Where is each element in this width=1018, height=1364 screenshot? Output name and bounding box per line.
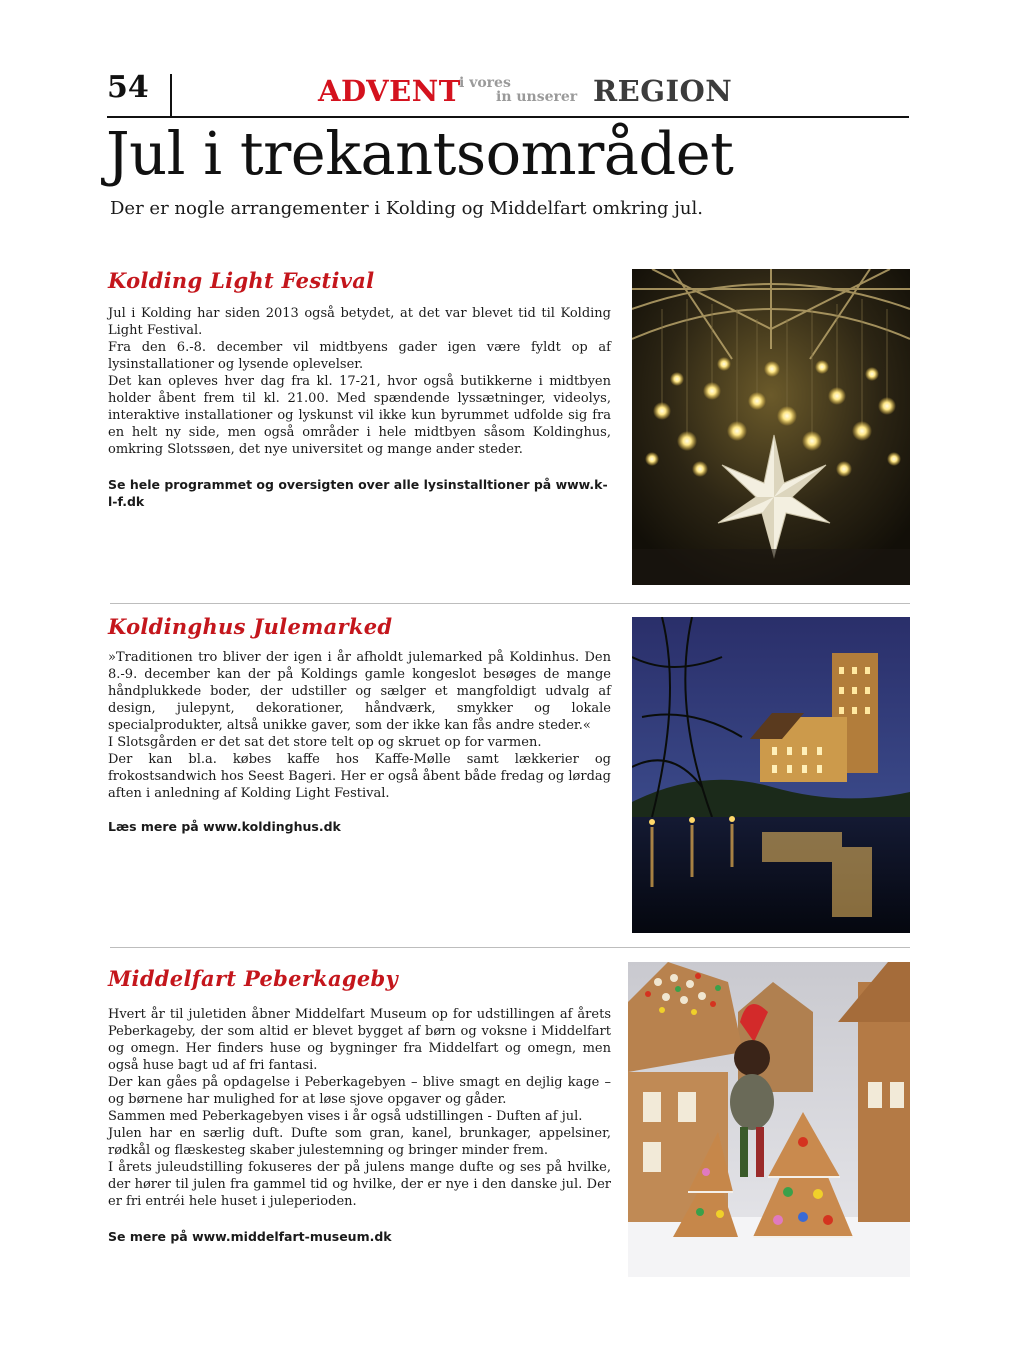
section-title-koldinghus-julemarked: Koldinghus Julemarked — [108, 614, 393, 639]
section-divider — [110, 603, 910, 604]
paragraph: Julen har en særlig duft. Dufte som gran, kanel, brunkager, appelsiner, rødkål og flæskesteg skaber julestemning og bringer minder frem. — [108, 1126, 611, 1158]
paragraph: Der kan gåes på opdagelse i Peberkagebyen – blive smagt en dejlig kage – og børnene har mulighed for at løse sjove opgaver og gåder. — [108, 1075, 611, 1107]
page-title: Jul i trekantsområdet — [106, 119, 734, 188]
header-divider — [170, 74, 172, 116]
paragraph: Hvert år til juletiden åbner Middelfart Museum op for udstillingen af årets Peberkageby, der som altid er blevet bygget af børn og voksne i Middelfart og omegn. Her finders huse og bygninger fra Middelfart og omegn, men også huse bagt ud af fri fantasi. — [108, 1007, 611, 1073]
paragraph: »Traditionen tro bliver der igen i år afholdt julemarked på Koldinhus. Den 8.-9. december kan der på Koldings gamle kongeslot besøges de mange håndplukkede boder, der udstiller og sælger et mangfoldigt udvalg af design, julepynt, dekorationer, håndværk, smykker og lokale specialprodukter, altså unikke gaver, som der ikke kan fås andre steder.« — [108, 650, 611, 733]
masthead-i-vores: i vores — [459, 75, 511, 91]
paragraph: I årets juleudstilling fokuseres der på julens mange dufte og ses på hvilke, der hører til julen fra gammel tid og hvilke, der er nye i den danske jul. Der er fri entréi hele huset i juleperioden. — [108, 1160, 611, 1209]
castle-night-photo — [632, 617, 910, 933]
link-middelfart-museum[interactable]: Se mere på www.middelfart-museum.dk — [108, 1229, 392, 1244]
link-koldinghus[interactable]: Læs mere på www.koldinghus.dk — [108, 819, 341, 834]
paragraph: Der kan bl.a. købes kaffe hos Kaffe-Mølle samt lækkerier og frokostsandwich hos Seest Bageri. Her er også åbent både fredag og lørdag aften i anledning af Kolding Light Festival. — [108, 752, 611, 801]
paragraph: Det kan opleves hver dag fra kl. 17-21, hvor også butikkerne i midtbyen holder åbent frem til kl. 21.00. Med spændende lyssætninger, videolys, interaktive installationer og lyskunst vil ikke kun byrummet udfolde sig fra en helt ny side, men også områder i hele midtbyen såsom Koldinghus, omkring Slotssøen, det nye universitet og mange ander steder. — [108, 374, 611, 457]
masthead-region: REGION — [593, 74, 733, 108]
link-kolding-light-festival[interactable]: Se hele programmet og oversigten over alle lysinstalltioner på www.k-l-f.dk — [108, 477, 608, 509]
section-title-kolding-light-festival: Kolding Light Festival — [108, 268, 375, 293]
gingerbread-village-photo — [628, 962, 910, 1277]
paragraph: Fra den 6.-8. december vil midtbyens gader igen være fyldt op af lysinstallationer og lysende oplevelser. — [108, 340, 611, 372]
masthead-in-unserer: in unserer — [496, 89, 578, 105]
paragraph: Jul i Kolding har siden 2013 også betydet, at det var blevet tid til Kolding Light Festival. — [108, 306, 611, 338]
section-title-middelfart-peberkageby: Middelfart Peberkageby — [108, 966, 399, 991]
section-divider — [110, 947, 910, 948]
section-body-koldinghus-julemarked — [108, 649, 611, 802]
paragraph: I Slotsgården er det sat det store telt op og skruet op for varmen. — [108, 735, 542, 750]
page-subtitle: Der er nogle arrangementer i Kolding og Middelfart omkring jul. — [110, 198, 703, 219]
masthead-advent: ADVENT — [318, 74, 461, 108]
masthead — [318, 72, 738, 114]
light-installation-photo — [632, 269, 910, 585]
page-number: 54 — [107, 70, 149, 105]
paragraph: Sammen med Peberkagebyen vises i år også udstillingen - Duften af jul. — [108, 1109, 583, 1124]
section-body-kolding-light-festival — [108, 305, 611, 458]
section-body-middelfart-peberkageby — [108, 1006, 611, 1210]
